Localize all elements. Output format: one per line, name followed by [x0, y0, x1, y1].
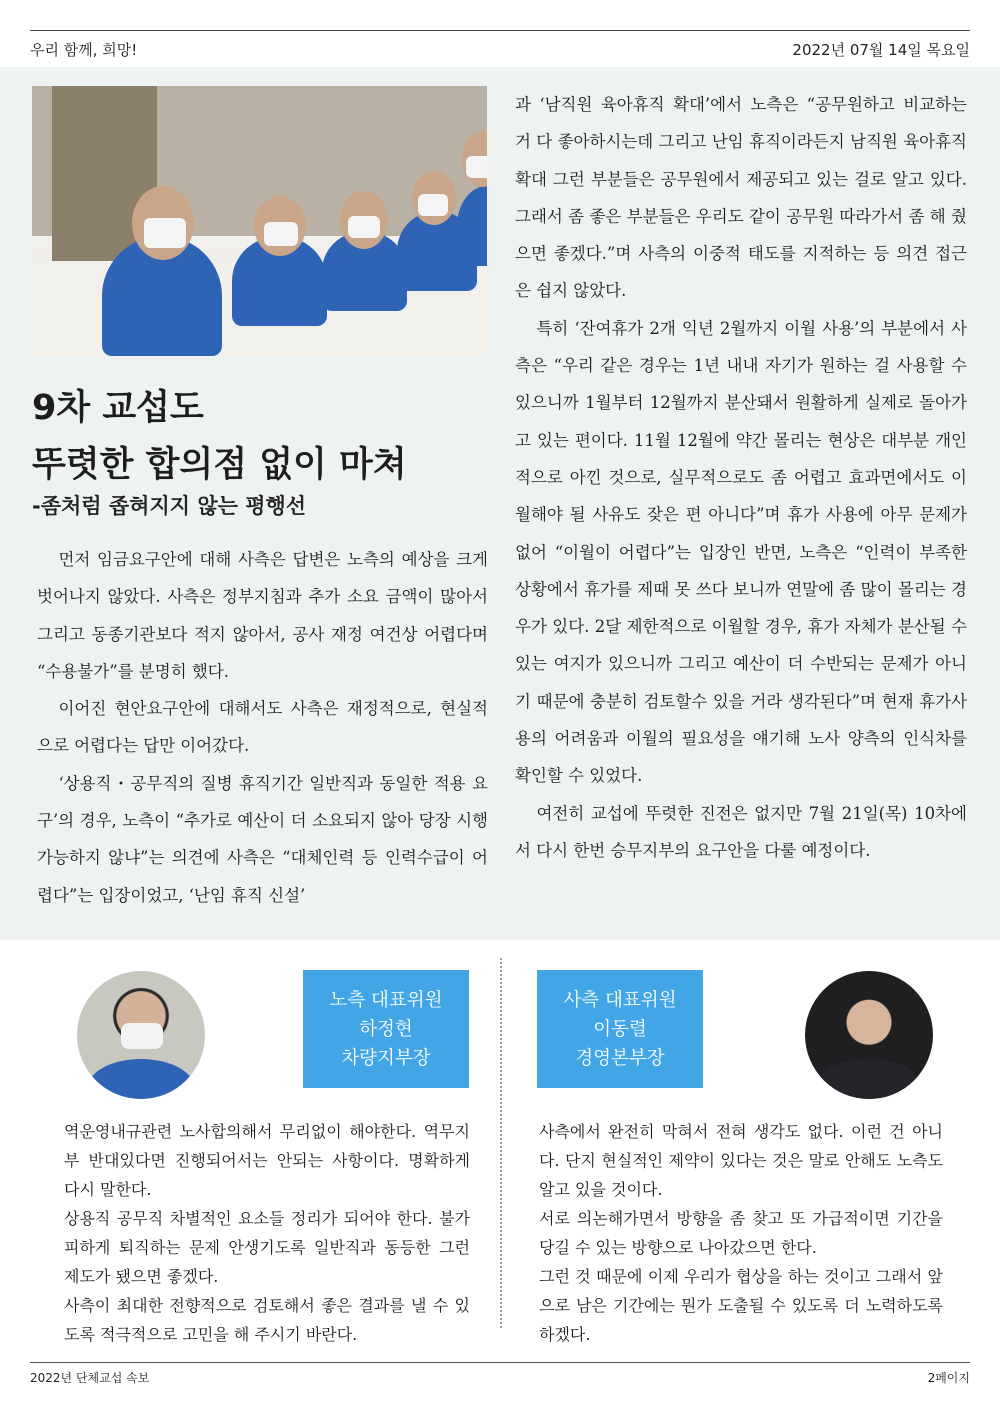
- headline-line-1: 9차 교섭도: [32, 388, 204, 428]
- article-paragraph: 특히 ‘잔여휴가 2개 익년 2월까지 이월 사용’의 부분에서 사측은 “우리 같은 경우는 1년 내내 자기가 원하는 걸 사용할 수 있으니까 1월부터 12월까지 분산돼서 원활하게 실제로 돌아가고 있는 편이다. 11월 12월에 약간 몰리는 현상은 대부분 개인적으로 아낀 것으로, 실무적으로도 좀 어렵고 효과면에서도 이월해야 될 사유도 잦은 편 아니다”며 휴가 사용에 아무 문제가 없어 “이월이 어렵다”는 입장인 반면, 노측은 “인력이 부족한 상황에서 휴가를 제때 못 쓰다 보니까 연말에 좀 많이 몰리는 경우가 있다. 2달 제한적으로 이월할 경우, 휴가 자체가 분산될 수 있는 여지가 있으니까 그리고 예산이 더 수반되는 문제가 아니기 때문에 충분히 검토할수 있을 거라 생각된다”며 현재 휴가사용의 어려움과 이월의 필요성을 얘기해 노사 양측의 인식차를 확인할 수 있었다.: [515, 318, 967, 786]
- quote-paragraph: 사측이 최대한 전향적으로 검토해서 좋은 결과를 낼 수 있도록 적극적으로 고민을 해 주시기 바란다.: [64, 1296, 470, 1344]
- mgmt-rep-portrait: [805, 971, 933, 1099]
- page-header: [30, 30, 970, 68]
- mgmt-rep-role: 사측 대표위원: [563, 989, 677, 1011]
- article-paragraph: ‘상용직・공무직의 질병 휴직기간 일반직과 동일한 적용 요구’의 경우, 노측이 “추가로 예산이 더 소요되지 않아 당장 시행가능하지 않냐”는 의견에 사측은 “대체인력 등 인력수급이 어렵다”는 입장이었고, ‘난임 휴직 신설’: [37, 773, 488, 905]
- article-column-right: [515, 86, 967, 869]
- column-divider: [500, 958, 502, 1328]
- article-paragraph: 먼저 임금요구안에 대해 사측은 답변은 노측의 예상을 크게 벗어나지 않았다. 사측은 정부지침과 추가 소요 금액이 많아서 그리고 동종기관보다 적지 않아서, 공사 재정 여건상 어렵다며 “수용불가”를 분명히 했다.: [37, 550, 488, 681]
- quote-paragraph: 사측에서 완전히 막혀서 전혀 생각도 없다. 이런 건 아니다. 단지 현실적인 제약이 있다는 것은 말로 안해도 노측도 알고 있을 것이다.: [539, 1122, 943, 1199]
- publication-name: 2022년 단체교섭 속보: [30, 1370, 150, 1385]
- quote-paragraph: 역운영내규관련 노사합의해서 무리없이 해야한다. 역무지부 반대있다면 진행되어서는 안되는 사항이다. 명확하게 다시 말한다.: [64, 1122, 470, 1199]
- article-column-left: [37, 541, 488, 914]
- issue-date: 2022년 07월 14일 목요일: [792, 40, 970, 59]
- headline-subtitle: -좀처럼 좁혀지지 않는 평행선: [32, 494, 307, 518]
- page-number: 2페이지: [927, 1370, 970, 1385]
- mgmt-rep-badge: [537, 970, 703, 1088]
- labor-rep-role: 노측 대표위원: [329, 989, 443, 1011]
- newsletter-slogan: 우리 함께, 희망!: [30, 40, 138, 59]
- mgmt-rep-title: 경영본부장: [575, 1047, 665, 1069]
- labor-rep-title: 차량지부장: [341, 1047, 431, 1069]
- headline-line-2: 뚜렷한 합의점 없이 마쳐: [32, 445, 407, 485]
- article-paragraph: 이어진 현안요구안에 대해서도 사측은 재정적으로, 현실적으로 어렵다는 답만 이어갔다.: [37, 699, 488, 756]
- article-paragraph: 과 ‘남직원 육아휴직 확대’에서 노측은 “공무원하고 비교하는 거 다 좋아하시는데 그리고 난임 휴직이라든지 남직원 육아휴직 확대 그런 부분들은 공무원에서 제공되고 있는 걸로 알고 있다. 그래서 좀 좋은 부분들은 우리도 같이 공무원 따라가서 좀 해 줬으면 좋겠다.”며 사측의 이중적 태도를 지적하는 등 의견 접근은 쉽지 않았다.: [515, 95, 967, 301]
- labor-rep-name: 하정현: [359, 1018, 413, 1040]
- negotiation-photo: [32, 86, 487, 356]
- labor-rep-portrait: [77, 971, 205, 1099]
- mgmt-rep-name: 이동렬: [593, 1018, 647, 1040]
- labor-rep-badge: [303, 970, 469, 1088]
- labor-rep-quote: [64, 1117, 470, 1349]
- page-footer: [30, 1362, 970, 1389]
- quote-paragraph: 그런 것 때문에 이제 우리가 협상을 하는 것이고 그래서 앞으로 남은 기간에는 뭔가 도출될 수 있도록 더 노력하도록 하겠다.: [539, 1267, 943, 1344]
- mgmt-rep-quote: [539, 1117, 943, 1349]
- article-paragraph: 여전히 교섭에 뚜렷한 진전은 없지만 7월 21일(목) 10차에서 다시 한번 승무지부의 요구안을 다룰 예정이다.: [515, 803, 967, 860]
- quote-paragraph: 서로 의논해가면서 방향을 좀 찾고 또 가급적이면 기간을 당길 수 있는 방향으로 나아갔으면 한다.: [539, 1209, 943, 1257]
- quote-paragraph: 상용직 공무직 차별적인 요소들 정리가 되어야 한다. 불가피하게 퇴직하는 문제 안생기도록 일반직과 동등한 그런 제도가 됐으면 좋겠다.: [64, 1209, 470, 1286]
